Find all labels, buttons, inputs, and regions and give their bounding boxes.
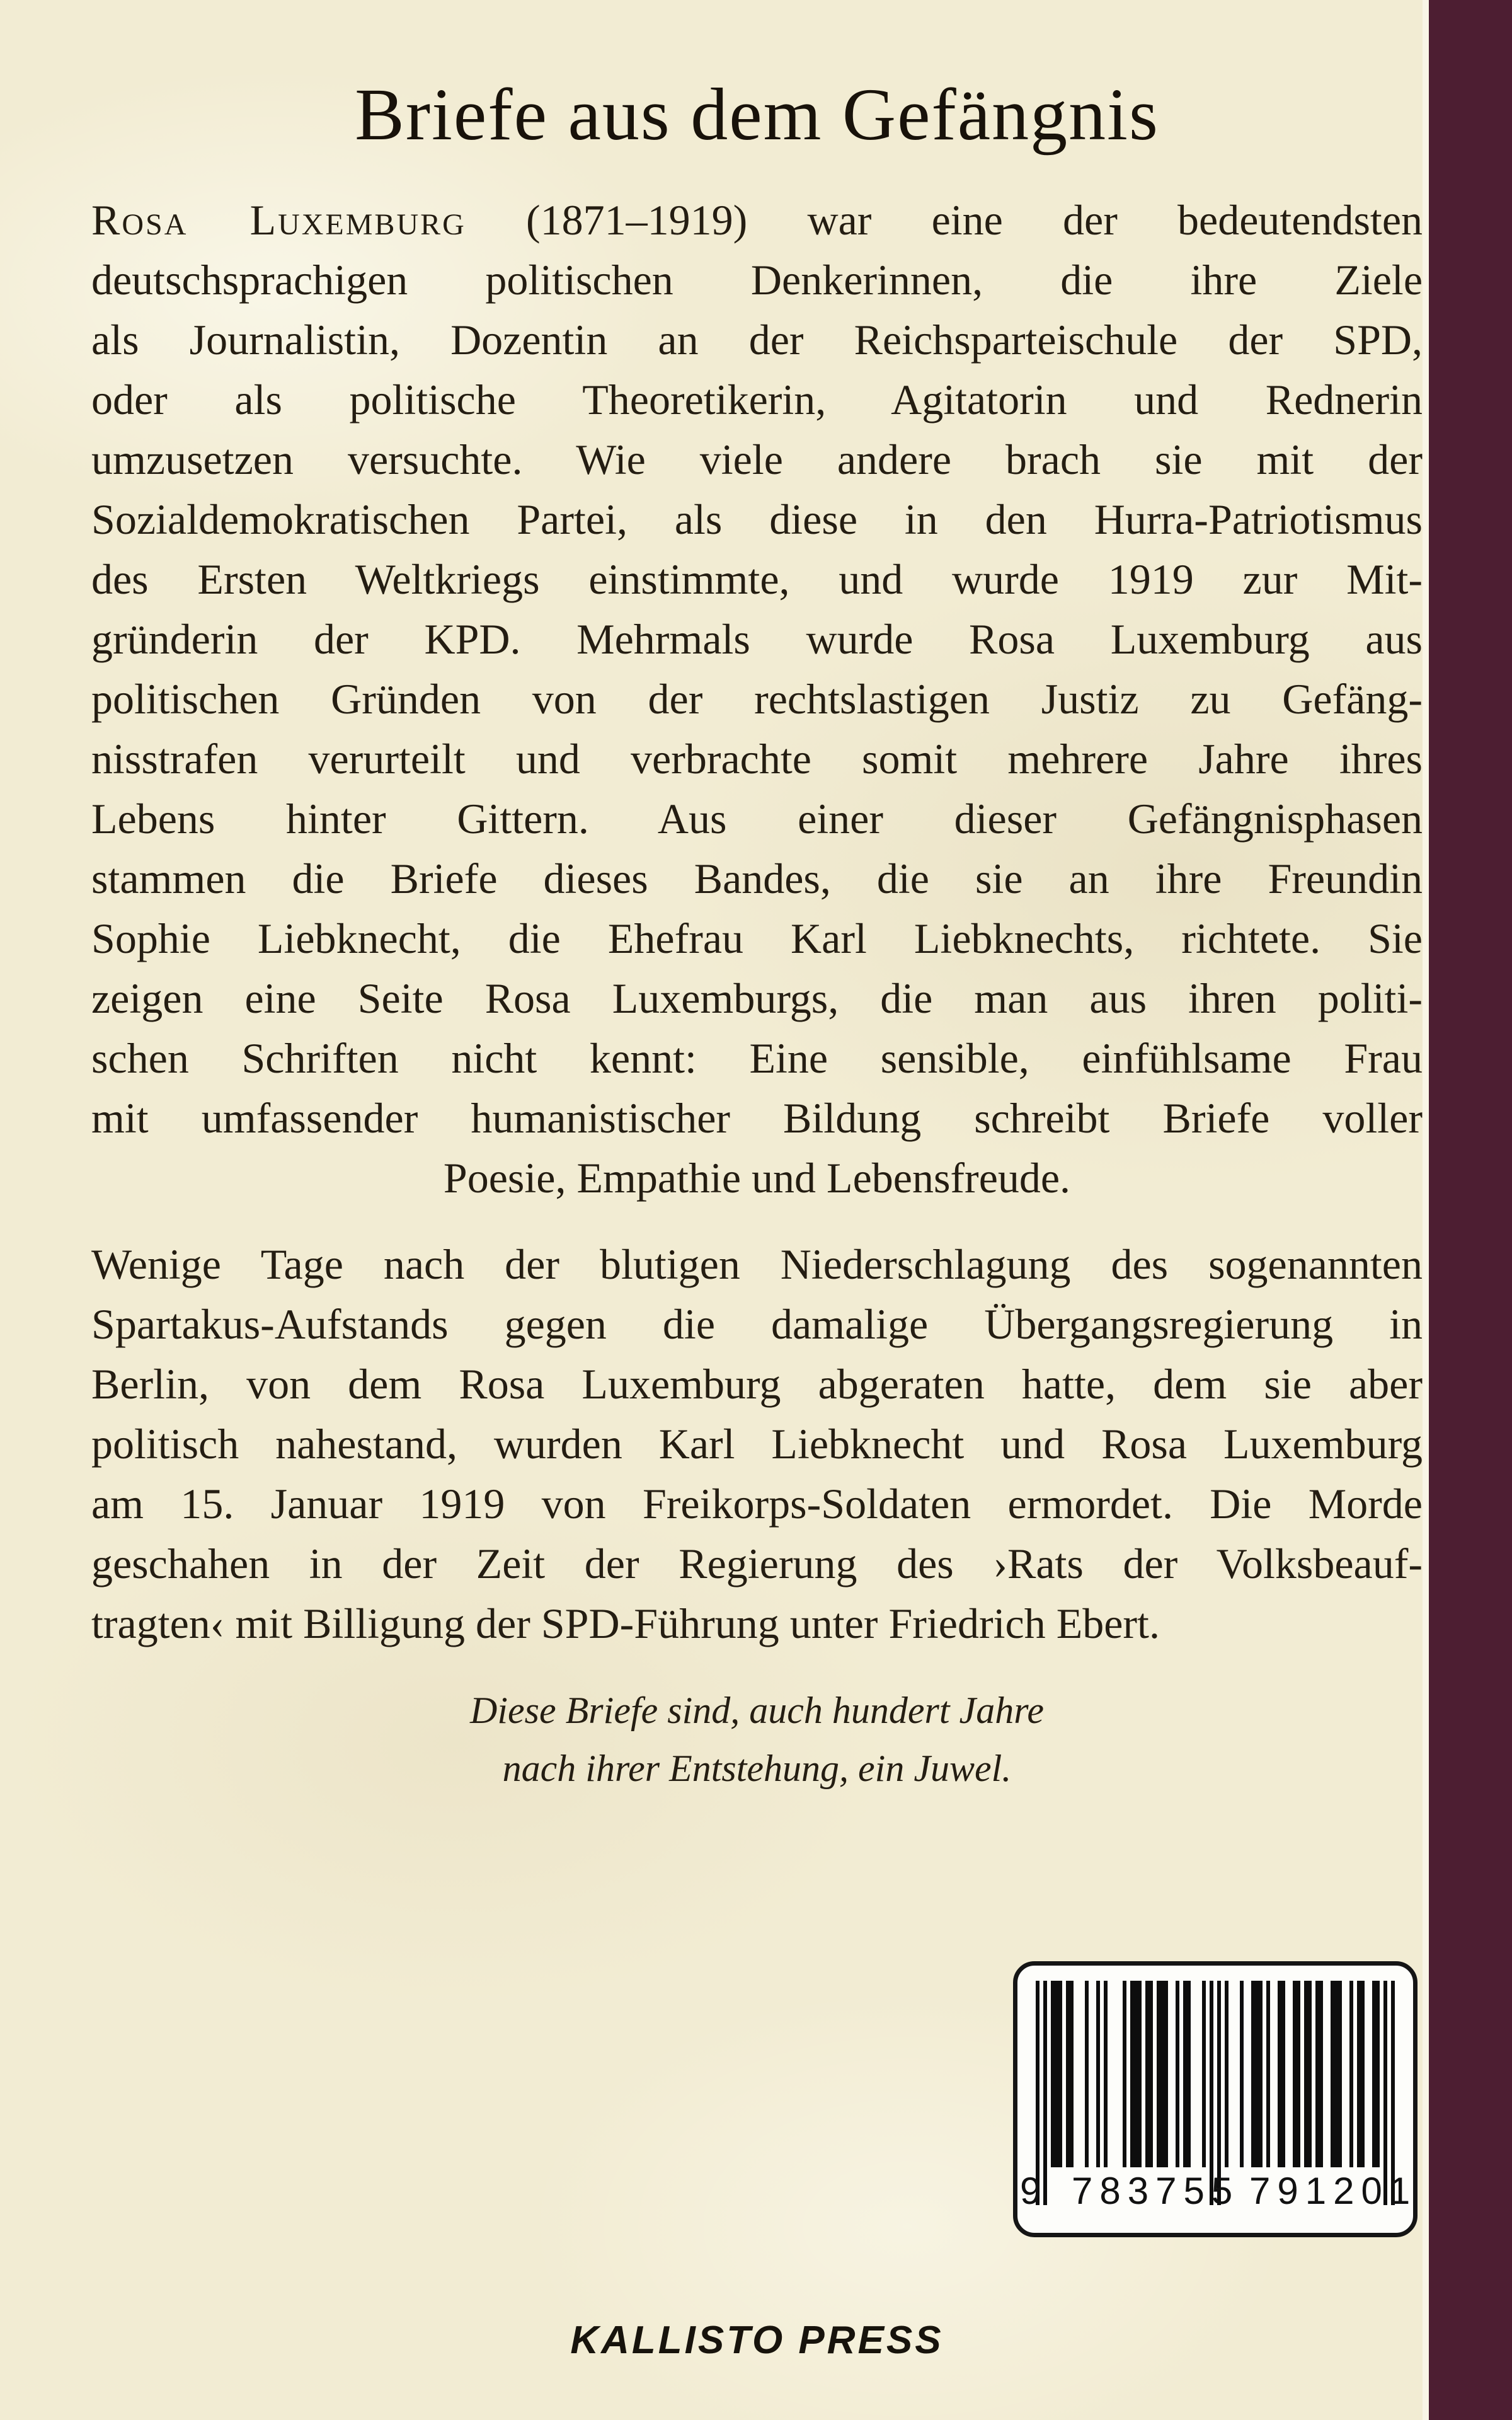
barcode-bar <box>1123 1981 1126 2167</box>
text-line: Diese Briefe sind, auch hundert Jahre <box>470 1690 1044 1731</box>
text-line: als Journalistin, Dozentin an der Reichsparteischule der SPD, <box>91 316 1423 364</box>
barcode-bar <box>1319 1981 1323 2167</box>
text-line: Spartakus-Aufstands gegen die damalige Übergangsregierung in <box>91 1300 1423 1348</box>
ean-barcode-bars <box>1020 1981 1418 2212</box>
barcode-bar <box>1176 1981 1179 2167</box>
text-line: des Ersten Weltkriegs einstimmte, und wurde 1919 zur Mit- <box>91 555 1423 603</box>
text-line: Wenige Tage nach der blutigen Niederschlagung des sogenannten <box>91 1240 1423 1288</box>
barcode-bar <box>1058 1981 1062 2167</box>
blurb-paragraph-1 <box>91 190 1423 1208</box>
text-line: Berlin, von dem Rosa Luxemburg abgeraten hatte, dem sie aber <box>91 1360 1423 1408</box>
text-line: nisstrafen verurteilt und verbrachte somit mehrere Jahre ihres <box>91 735 1423 783</box>
barcode-bar <box>1104 1981 1108 2167</box>
text-line: oder als politische Theoretikerin, Agitatorin und Rednerin <box>91 376 1423 424</box>
text-line: am 15. Januar 1919 von Freikorps-Soldaten ermordet. Die Morde <box>91 1480 1423 1528</box>
text-line: geschahen in der Zeit der Regierung des ›Rats der Volksbeauf- <box>91 1540 1423 1587</box>
text-line: Sozialdemokratischen Partei, als diese in den Hurra-Patriotismus <box>91 495 1423 543</box>
barcode-bar <box>1187 1981 1191 2167</box>
text-line: politisch nahestand, wurden Karl Liebknecht und Rosa Luxemburg <box>91 1420 1423 1468</box>
text-line: schen Schriften nicht kennt: Eine sensible, einfühlsame Frau <box>91 1034 1423 1082</box>
blurb-paragraph-2 <box>91 1235 1423 1654</box>
text-line: Rosa Luxemburg (1871–1919) war eine der bedeutendsten <box>91 196 1423 244</box>
barcode-bar <box>1240 1981 1244 2167</box>
barcode-bar <box>1259 1981 1263 2167</box>
barcode-bar <box>1266 1981 1270 2167</box>
barcode-bar <box>1297 1981 1300 2167</box>
isbn-digit-group-2: 791201 <box>1249 2170 1418 2212</box>
barcode-bar <box>1149 1981 1153 2167</box>
barcode-bar <box>1096 1981 1100 2167</box>
text-line: zeigen eine Seite Rosa Luxemburgs, die man aus ihren politi- <box>91 974 1423 1022</box>
barcode-bar <box>1202 1981 1206 2167</box>
barcode-bar <box>1376 1981 1380 2167</box>
isbn-digit-group-1: 783755 <box>1072 2170 1240 2212</box>
review-quote <box>91 1681 1423 1797</box>
barcode-bar <box>1361 1981 1365 2167</box>
text-line: tragten‹ mit Billigung der SPD-Führung unter Friedrich Ebert. <box>91 1599 1160 1647</box>
barcode-bar <box>1281 1981 1285 2167</box>
cover-content <box>91 0 1423 2420</box>
barcode-bar <box>1085 1981 1089 2167</box>
isbn-digits <box>1017 2165 1418 2213</box>
isbn-barcode-box <box>1013 1961 1418 2237</box>
barcode-bar <box>1138 1981 1142 2167</box>
text-line: deutschsprachigen politischen Denkerinnen, die ihre Ziele <box>91 256 1423 304</box>
text-line: mit umfassender humanistischer Bildung schreibt Briefe voller <box>91 1094 1423 1142</box>
isbn-digit-lead: 9 <box>1020 2170 1041 2212</box>
barcode-bar <box>1338 1981 1342 2167</box>
text-line: stammen die Briefe dieses Bandes, die sie an ihre Freundin <box>91 855 1423 902</box>
barcode-bar <box>1164 1981 1168 2167</box>
publisher-name: KALLISTO PRESS <box>570 2319 944 2362</box>
barcode-bar <box>1225 1981 1228 2167</box>
text-line: Poesie, Empathie und Lebensfreude. <box>443 1154 1071 1202</box>
barcode-bar <box>1349 1981 1353 2167</box>
barcode-bar <box>1308 1981 1312 2167</box>
text-line: Lebens hinter Gittern. Aus einer dieser Gefängnisphasen <box>91 795 1423 843</box>
small-caps-author-name: Rosa Luxemburg <box>91 196 466 244</box>
spine-maroon-band <box>1429 0 1512 2420</box>
book-title: Briefe aus dem Gefängnis <box>355 73 1159 156</box>
text-line: gründerin der KPD. Mehrmals wurde Rosa Luxemburg aus <box>91 615 1423 663</box>
text-line: nach ihrer Entstehung, ein Juwel. <box>502 1748 1012 1789</box>
barcode-bar <box>1070 1981 1074 2167</box>
text-line: umzusetzen versuchte. Wie viele andere brach sie mit der <box>91 435 1423 483</box>
text-line: Sophie Liebknecht, die Ehefrau Karl Liebknechts, richtete. Sie <box>91 914 1423 962</box>
text-line: politischen Gründen von der rechtslastigen Justiz zu Gefäng- <box>91 675 1423 723</box>
spine-highlight-line <box>1423 0 1429 2420</box>
